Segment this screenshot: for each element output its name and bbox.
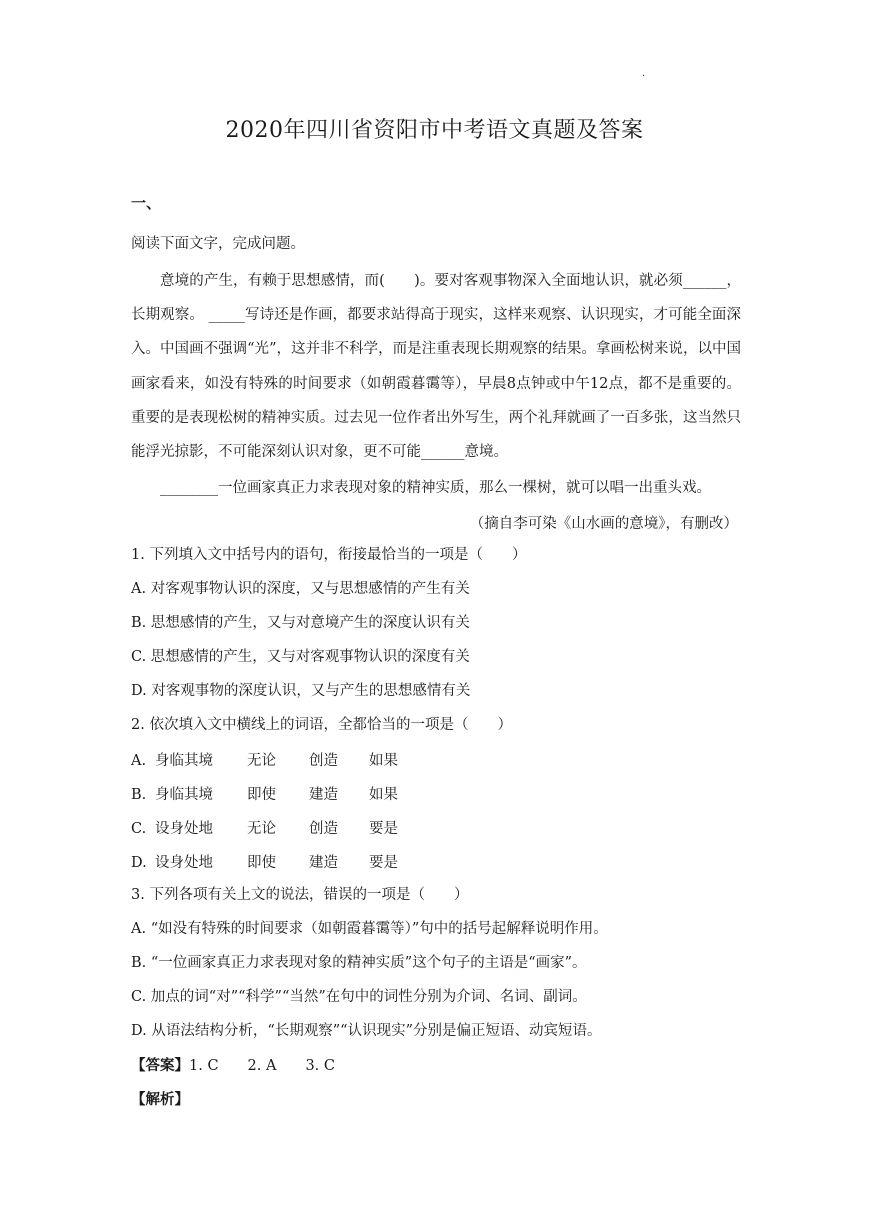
option-word: 如果 bbox=[369, 787, 398, 803]
option-word: 如果 bbox=[369, 753, 398, 769]
question-2-option-c bbox=[131, 817, 398, 838]
question-1-stem: 1. 下列填入文中括号内的语句，衔接最恰当的一项是（ ） bbox=[131, 547, 527, 563]
page-title: 2020年四川省资阳市中考语文真题及答案 bbox=[225, 118, 644, 143]
option-word: 设身处地 bbox=[155, 821, 213, 837]
option-word: 即使 bbox=[247, 855, 276, 871]
question-2-stem: 2. 依次填入文中横线上的词语，全都恰当的一项是（ ） bbox=[131, 717, 512, 733]
passage-source: （摘自李可染《山水画的意境》，有删改） bbox=[469, 516, 738, 532]
answer-label: 【答案】 bbox=[131, 1057, 189, 1074]
option-label: A. bbox=[131, 753, 147, 769]
passage-text-2: ________一位画家真正力求表现对象的精神实质，那么一棵树，就可以唱一出重头戏。 bbox=[160, 480, 711, 496]
question-2-option-d bbox=[131, 851, 398, 872]
question-1-option-a: A. 对客观事物认识的深度，又与思想感情的产生有关 bbox=[131, 581, 470, 597]
corner-mark: . bbox=[642, 68, 646, 79]
option-word: 创造 bbox=[309, 821, 338, 837]
question-3-option-a: A. “如没有特殊的时间要求（如朝霞暮霭等）”句中的括号起解释说明作用。 bbox=[131, 921, 608, 937]
question-2-option-a bbox=[131, 749, 398, 770]
instruction-text: 阅读下面文字，完成问题。 bbox=[131, 236, 305, 252]
passage-paragraph-1 bbox=[131, 264, 741, 469]
option-word: 要是 bbox=[369, 855, 398, 871]
option-word: 无论 bbox=[247, 821, 276, 837]
passage-text-1: 意境的产生，有赖于思想感情，而( )。要对客观事物深入全面地认识，就必须______，长期观察。 _____写诗还是作画，都要求站得高于现实，这样来观察、认识现实，才可能全面深入。中国画不强调“光”，这并非不科学，而是注重表现长期观察的结果。拿画松树来说，以中国画家看来，如没有特殊的时间要求（如朝霞暮霭等），早晨8点钟或中午12点，都不是重要的。重要的是表现松树的精神实质。过去见一位作者出外写生，两个礼拜就画了一百多张，这当然只能浮光掠影，不可能深刻认识对象，更不可能______意境。 bbox=[131, 273, 741, 461]
option-word: 即使 bbox=[247, 787, 276, 803]
question-3-option-c: C. 加点的词“对”“科学”“当然”在句中的词性分别为介词、名词、副词。 bbox=[131, 989, 587, 1005]
option-word: 身临其境 bbox=[155, 787, 213, 803]
passage-paragraph-2 bbox=[131, 471, 741, 505]
question-3-stem: 3. 下列各项有关上文的说法，错误的一项是（ ） bbox=[131, 887, 469, 903]
option-word: 建造 bbox=[309, 787, 338, 803]
section-heading: 一、 bbox=[131, 194, 162, 212]
answer-line bbox=[131, 1056, 335, 1076]
question-1-option-c: C. 思想感情的产生，又与对客观事物认识的深度有关 bbox=[131, 649, 470, 665]
question-1-option-b: B. 思想感情的产生，又与对意境产生的深度认识有关 bbox=[131, 615, 470, 631]
option-word: 身临其境 bbox=[155, 753, 213, 769]
question-2-option-b bbox=[131, 783, 398, 804]
option-word: 设身处地 bbox=[155, 855, 213, 871]
option-word: 无论 bbox=[247, 753, 276, 769]
answer-text: 1. C 2. A 3. C bbox=[189, 1058, 335, 1074]
question-1-option-d: D. 对客观事物的深度认识，又与产生的思想感情有关 bbox=[131, 683, 471, 699]
option-label: B. bbox=[131, 787, 147, 803]
analysis-label: 【解析】 bbox=[131, 1091, 189, 1108]
option-word: 建造 bbox=[309, 855, 338, 871]
option-word: 要是 bbox=[369, 821, 398, 837]
question-3-option-b: B. “一位画家真正力求表现对象的精神实质”这个句子的主语是“画家”。 bbox=[131, 955, 587, 971]
option-label: D. bbox=[131, 855, 147, 871]
option-label: C. bbox=[131, 821, 147, 837]
option-word: 创造 bbox=[309, 753, 338, 769]
question-3-option-d: D. 从语法结构分析，“长期观察”“认识现实”分别是偏正短语、动宾短语。 bbox=[131, 1023, 602, 1039]
